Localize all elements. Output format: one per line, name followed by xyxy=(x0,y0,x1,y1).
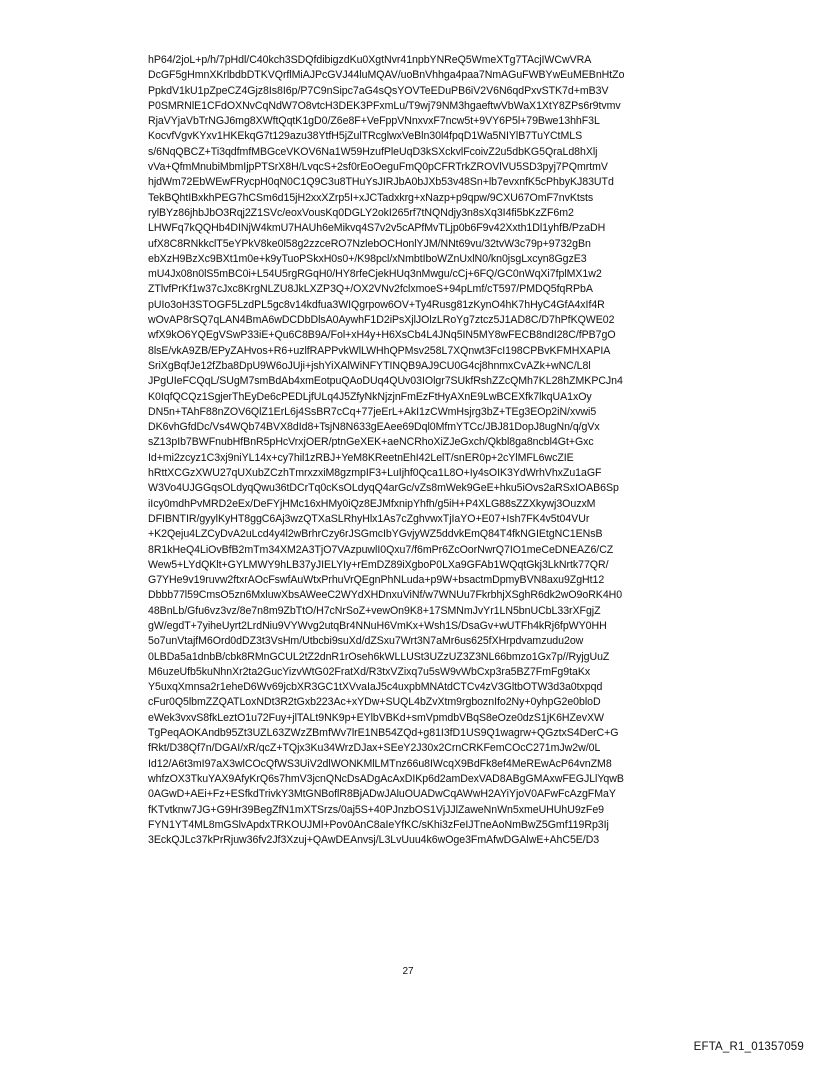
text-line: vVa+QfmMnubiMbmIjpPTSrX8H/LvqcS+2sf0rEoOeguFmQ0pCFRTrkZROVlVU5SD3pyj7PQmrtmV xyxy=(148,161,608,174)
text-line: gW/egdT+7yiheUyrt2LrdNiu9VYWvg2utqBr4NNuH6VmKx+Wsh1S/DsaGv+wUTFh4kRj6fpWY0HH xyxy=(148,619,607,632)
text-line: DcGF5gHmnXKrlbdbDTKVQrflMiAJPcGVJ44luMQAV/uoBnVhhga4paa7NmAGuFWBYwEuMEBnHtZo xyxy=(148,69,625,82)
text-line: RjaVYjaVbTrNGJ6mg8XWftQqtK1gD0/Z6e8F+VeFppVNnxvxF7ncw5t+9VY6P5l+79Bwe13hhF3L xyxy=(148,115,600,128)
encoded-text-block xyxy=(148,53,668,848)
text-line: Id+mi2zcyz1C3xj9niYL14x+cy7hil1zRBJ+YeM8KReetnEhI42LelT/snER0p+2cYlMFL6wcZIE xyxy=(148,451,574,464)
text-line: iIcy0mdhPvMRD2eEx/DeFYjHMc16xHMy0iQz8EJMfxnipYhfh/g5iH+P4XLG88sZZXkywj3OuzxM xyxy=(148,497,596,510)
text-line: Y5uxqXmnsa2r1eheD6Wv69jcbXR3GC1tXVvaIaJ5c4uxpbMNAtdCTCv4zV3GltbOTW3d3a0txpqd xyxy=(148,681,603,694)
text-line: DK6vhGfdDc/Vs4WQb74BVX8dId8+TsjN8N633gEAee69Dql0MfmYTCc/JBJ81DopJ8ugNn/q/gVx xyxy=(148,421,600,434)
text-line: eWek3vxvS8fkLeztO1u72Fuy+jlTALt9NK9p+EYlbVBKd+smVpmdbVBqS8eOze0dzS1jK6HZevXW xyxy=(148,711,604,724)
text-line: s/6NqQBCZ+Ti3qdfmfMBGceVKOV6Na1W59HzufPleUqD3kSXckvlFcoivZ2u5dbKG5QraLd8hXlj xyxy=(148,145,598,158)
text-line: TgPeqAOKAndb95Zt3UZL63ZWzZBmfWv7lrE1NB54ZQd+g81I3fD1US9Q1wagrw+QGztxS4DerC+G xyxy=(148,727,619,740)
text-line: hjdWm72EbWEwFRycpH0qN0C1Q9C3u8THuYsJIRJbA0bJXb53v48Sn+lb7evxnfK5cPhbyKJ83UTd xyxy=(148,176,614,189)
text-line: SriXgBqfJe12fZba8DpU9W6oJUji+jshYiXAlWiNFYTINQB9AJ9CU0G4cj8hnmxCvAZk+wNC/L8l xyxy=(148,359,591,372)
text-line: rylBYz86jhbJbO3Rqj2Z1SVc/eoxVousKq0DGLY2okI265rf7tNQNdjy3n8sXq3I4fi5bKzZF6m2 xyxy=(148,206,574,219)
text-line: wOvAP8rSQ7qLAN4BmA6wDCDbDlsA0AywhF1D2iPsXjlJOlzLRoYg7ztcz5J1AD8C/D7hPfKQWE02 xyxy=(148,314,615,327)
text-line: ZTlvfPrKf1w37cJxc8KrgNLZU8JkLXZP3Q+/OX2VNv2fclxmoeS+94pLmf/cT597/PMDQ5fqRPbA xyxy=(148,283,593,296)
text-line: wfX9kO6YQEgVSwP33iE+Qu6C8B9A/Fol+xH4y+H6XsCb4L4JNq5IN5MY8wFECB8ndI28C/fPB7gO xyxy=(148,329,616,342)
text-line: 48BnLb/Gfu6vz3vz/8e7n8m9ZbTtO/H7cNrSoZ+vewOn9K8+17SMNmJvYr1LN5bnUCbL33rXFgjZ xyxy=(148,604,601,617)
text-line: 8R1kHeQ4LiOvBfB2mTm34XM2A3TjO7VAzpuwlI0Qxu7/f6mPr6ZcOorNwrQ7IO1meCeDNEAZ6/CZ xyxy=(148,543,614,556)
text-line: ebXzH9BzXc9BXt1m0e+k9yTuoPSkxH0s0+/K98pcl/xNmbtIboWZnUxlN0/kn0jsgLxcyn8GgzE3 xyxy=(148,252,587,265)
text-line: hP64/2joL+p/h/7pHdl/C40kch3SDQfdibigzdKu0XgtNvr41npbYNReQ5WmeXTg7TAcjIWCwVRA xyxy=(148,54,592,66)
text-line: PpkdV1kU1pZpeCZ4Gjz8Is8I6p/P7C9nSipc7aG4sQsYOVTeEDuPB6iV2V6N6qdPxvSTK7d+mB3V xyxy=(148,84,609,97)
text-line: pUIo3oH3STOGF5LzdPL5gc8v14kdfua3WIQgrpow6OV+Ty4Rusg81zKynO4hK7hHyC4GfA4xIf4R xyxy=(148,298,605,311)
text-line: G7YHe9v19ruvw2ftxrAOcFswfAuWtxPrhuVrQEgnPhNLuda+p9W+bsactmDpmyBVN8axu9ZgHt12 xyxy=(148,574,605,587)
text-line: DFIBNTIR/gyylKyHT8ggC6Aj3wzQTXaSLRhyHlx1As7cZghvwxTjIaYO+E07+Ish7FK4v5t04VUr xyxy=(148,512,590,525)
text-line: ufX8C8RNkkclT5eYPkV8ke0l58g2zzceRO7NzlebOCHonlYJM/NNt69vu/32tvW3c79p+9732gBn xyxy=(148,237,591,250)
text-line: FYN1YT4ML8mGSlvApdxTRKOUJMl+Pov0AnC8aIeYfKC/sKhi3zFeIJTneAoNmBwZ5Gmf119Rp3Ij xyxy=(148,818,609,831)
text-line: JPgUIeFCQqL/SUgM7smBdAb4xmEotpuQAoDUq4QUv03IOlgr7SUkfRshZZcQMh7KL28hZMKPCJn4 xyxy=(148,375,623,388)
text-line: cFur0Q5lbmZZQATLoxNDt3R2tGxb223Ac+xYDw+SUQL4bZvXtm9rgboznIfo2Ny+0yhpG2e0bloD xyxy=(148,696,601,709)
text-line: K0IqfQCQz1SgjerThEyDe6cPEDLjfULq4J5ZfyNkNjzjnFmEzFtHyAXnE9LwBCEXfk7lkqUA1xOy xyxy=(148,390,592,403)
text-line: +K2Qeju4LZCyDvA2uLcd4y4l2wBrhrCzy6rJSGmcIbYGvjyWZ5ddvkEmQ84T4fkNGIEtgNC1ENsB xyxy=(148,528,603,541)
text-line: 8lsE/vkA9ZB/EPyZAHvos+R6+uzlfRAPPvkWlLWHhQPMsv258L7XQnwt3FcI198CPBvKFMHXAPIA xyxy=(148,344,611,357)
text-line: P0SMRNlE1CFdOXNvCqNdW7O8vtcH3DEK3PFxmLu/T9wj79NM3hgaeftwVbWaX1XtY8ZPs6r9tvmv xyxy=(148,99,621,112)
page-number: 27 xyxy=(402,966,414,977)
document-id: EFTA_R1_01357059 xyxy=(693,1041,804,1053)
text-line: 3EckQJLc37kPrRjuw36fv2Jf3Xzuj+QAwDEAnvsj/L3LvUuu4k6wOge3FmAfwDGAlwE+AhC5E/D3 xyxy=(148,834,600,847)
text-line: fKTvtknw7JG+G9Hr39BegZfN1mXTSrzs/0aj5S+40PJnzbOS1VjJJlZaweNnWn5xmeUHUhU9zFe9 xyxy=(148,803,605,816)
text-line: Dbbb77l59CmsO5zn6MxluwXbsAWeeC2WYdXHDnxuViNf/w7WNUu7FkrbhjXSghR6dk2wO9oRK4H0 xyxy=(148,589,623,602)
text-line: LHWFq7kQQHb4DINjW4kmU7HAUh6eMikvq4S7v2v5cAPfMvTLjp0b6F9v42Xxth1Dl1yhfB/PzaDH xyxy=(148,222,606,235)
text-line: W3Vo4UJGGqsOLdyqQwu36tDCrTq0cKsOLdyqQ4arGc/vZs8mWek9GeE+hku5iOvs2aRSxIOAB6Sp xyxy=(148,482,619,495)
text-line: Id12/A6t3mI97aX3wlCOcQfWS3UiV2dlWONKMlLMTnz66u8IWcqX9BdFk8ef4MeREwAcP64vnZM8 xyxy=(148,757,612,770)
text-line: 5o7unVtajfM6Ord0dDZ3t3VsHm/Utbcbi9suXd/dZSxu7Wrt3N7aMr6us625fXHrpdvamzudu2ow xyxy=(148,635,584,648)
text-line: fRkt/D38Qf7n/DGAI/xR/qcZ+TQjx3Ku34WrzDJax+SEeY2J30x2CrnCRKFemCOcC271mJw2w/0L xyxy=(148,742,601,755)
text-line: M6uzeUfb5kuNhnXr2ta2GucYizvWtG02FratXd/R3txVZixq7u5sW9vWbCxp3ra5BZ7FmFg9taKx xyxy=(148,665,591,678)
text-line: sZ13pIb7BWFnubHfBnR5pHcVrxjOER/ptnGeXEK+aeNCRhoXiZJeGxch/Qkbl8ga8ncbl4Gt+Gxc xyxy=(148,436,594,449)
text-line: 0AGwD+AEi+Fz+ESfkdTrivkY3MtGNBoflR8BjADwJAluOUADwCqAWwH2AYiYjoV0AFwFcAzgFMaY xyxy=(148,788,616,801)
text-line: DN5n+TAhF88nZOV6QlZ1ErL6j4SsBR7cCq+77jeErL+AkI1zCWmHsjrg3bZ+TEg3EOp2iN/xvwi5 xyxy=(148,405,597,418)
text-line: Wew5+LYdQKlt+GYLMWY9hLB37yJIELYIy+rEmDZ89iXgboP0LXa9GFAb1WQqtGkj3LkNrtk77QR/ xyxy=(148,558,609,571)
text-line: whfzOX3TkuYAX9AfyKrQ6s7hmV3jcnQNcDsADgAcAxDIKp6d2amDexVAD8ABgGMAxwFEGJLlYqwB xyxy=(148,772,624,785)
text-line: mU4Jx08n0lS5mBC0i+L54U5rgRGqH0/HY8rfeCjekHUq3nMwgu/cCj+6FQ/GC0nWqXi7fplMX1w2 xyxy=(148,268,602,281)
text-line: 0LBDa5a1dnbB/cbk8RMnGCUL2tZ2dnR1rOseh6kWLLUSt3UZzUZ3Z3NL66bmzo1Gx7p//RyjgUuZ xyxy=(148,650,610,663)
text-line: TekBQhtIBxkhPEG7hCSm6d15jH2xxXZrp5I+xJCTadxkrg+xNazp+p9qpw/9CXU67OmF7nvKtsts xyxy=(148,191,594,204)
text-line: hRttXCGzXWU27qUXubZCzhTmrxzxiM8gzmpIF3+LuIjhf0Qca1L8O+Iy4sOIK3YdWrhVhxZu1aGF xyxy=(148,467,602,480)
text-line: KocvfVgvKYxv1HKEkqG7t129azu38YtfH5jZulTRcglwxVeBln30l4fpqD1Wa5NIYlB7TuYCtMLS xyxy=(148,130,583,143)
